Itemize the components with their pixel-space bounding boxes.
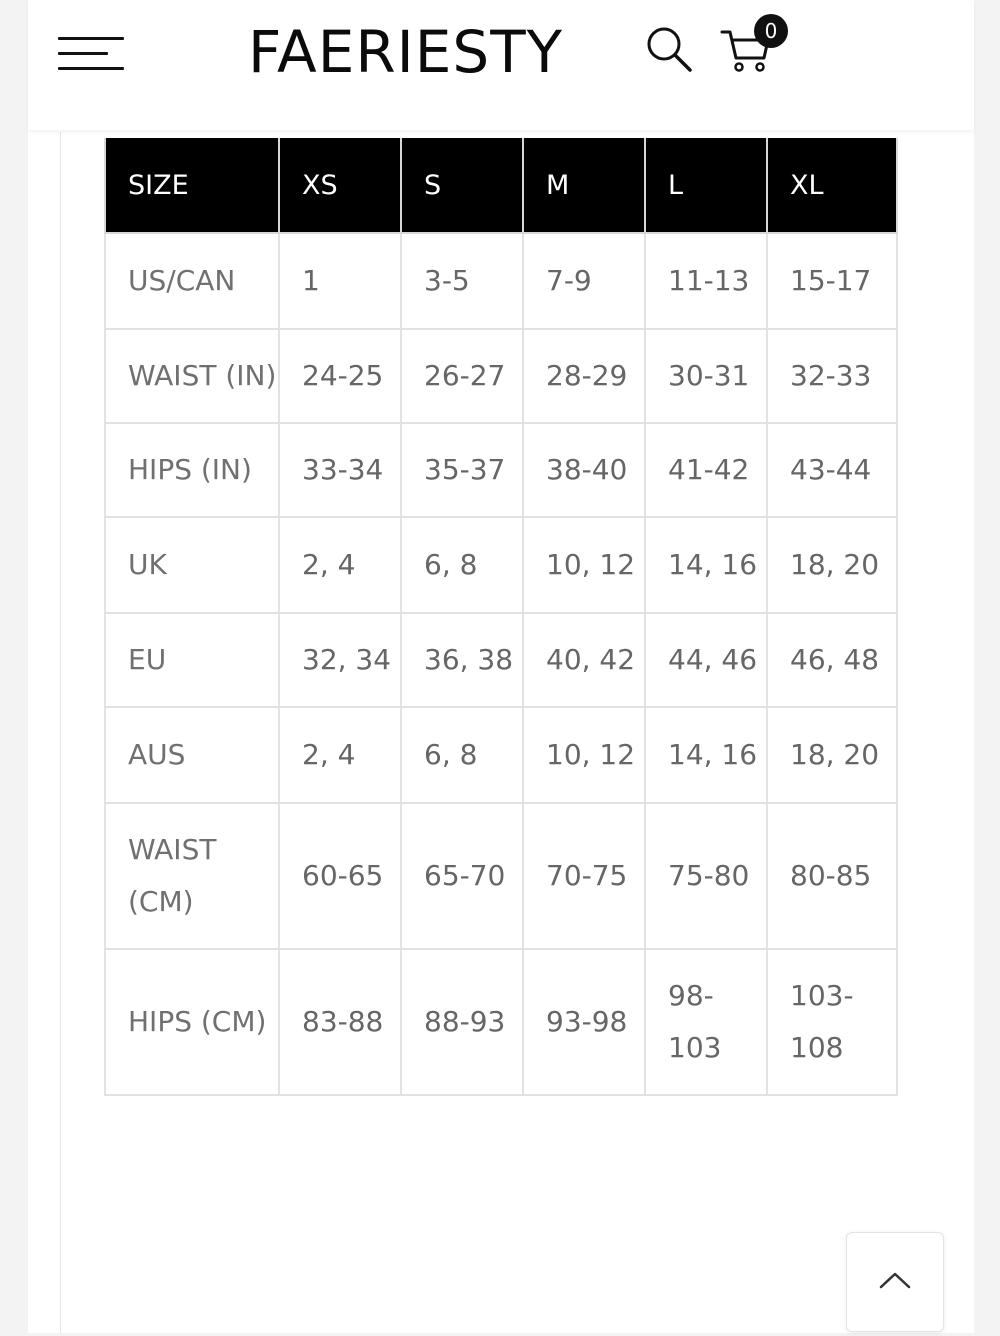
- table-cell: 46, 48: [767, 613, 897, 707]
- table-cell: 35-37: [401, 423, 523, 517]
- table-row: [105, 517, 897, 613]
- table-cell: 14, 16: [645, 517, 767, 613]
- table-cell: 10, 12: [523, 707, 645, 803]
- table-row: [105, 233, 897, 329]
- table-cell: 40, 42: [523, 613, 645, 707]
- table-row: [105, 613, 897, 707]
- table-cell: 10, 12: [523, 517, 645, 613]
- table-cell: 32, 34: [279, 613, 401, 707]
- table-cell: 18, 20: [767, 517, 897, 613]
- table-cell: 14, 16: [645, 707, 767, 803]
- table-cell: 6, 8: [401, 517, 523, 613]
- size-chart-table: [104, 138, 898, 1096]
- header-cell: SIZE: [105, 138, 279, 233]
- header-cell: M: [523, 138, 645, 233]
- table-cell: 11-13: [645, 233, 767, 329]
- table-cell: 2, 4: [279, 707, 401, 803]
- row-label: US/CAN: [105, 233, 279, 329]
- row-label: UK: [105, 517, 279, 613]
- table-cell: 83-88: [279, 949, 401, 1095]
- size-chart-container: [104, 138, 896, 1096]
- site-logo[interactable]: FAERIESTY: [248, 18, 564, 86]
- table-cell: 60-65: [279, 803, 401, 949]
- table-cell: 98-103: [645, 949, 767, 1095]
- header-cell: S: [401, 138, 523, 233]
- row-label: HIPS (IN): [105, 423, 279, 517]
- header-cell: L: [645, 138, 767, 233]
- row-label: HIPS (CM): [105, 949, 279, 1095]
- table-cell: 70-75: [523, 803, 645, 949]
- size-chart-header-row: [105, 138, 897, 233]
- table-cell: 43-44: [767, 423, 897, 517]
- site-header: [28, 0, 974, 130]
- shopping-cart-button[interactable]: [718, 20, 798, 76]
- table-cell: 44, 46: [645, 613, 767, 707]
- row-label: WAIST (IN): [105, 329, 279, 423]
- header-cell: XS: [279, 138, 401, 233]
- table-cell: 103-108: [767, 949, 897, 1095]
- table-cell: 3-5: [401, 233, 523, 329]
- scroll-to-top-button[interactable]: [846, 1232, 944, 1332]
- table-cell: 75-80: [645, 803, 767, 949]
- search-icon-graphic: [644, 24, 694, 74]
- table-cell: 24-25: [279, 329, 401, 423]
- row-label: WAIST (CM): [105, 803, 279, 949]
- table-cell: 80-85: [767, 803, 897, 949]
- table-cell: 30-31: [645, 329, 767, 423]
- table-cell: 26-27: [401, 329, 523, 423]
- row-label: AUS: [105, 707, 279, 803]
- table-cell: 7-9: [523, 233, 645, 329]
- table-cell: 65-70: [401, 803, 523, 949]
- cart-count-badge: 0: [754, 14, 788, 48]
- table-row: [105, 423, 897, 517]
- content-edge-line: [60, 132, 61, 1333]
- table-cell: 18, 20: [767, 707, 897, 803]
- table-row: [105, 949, 897, 1095]
- table-cell: 41-42: [645, 423, 767, 517]
- table-cell: 15-17: [767, 233, 897, 329]
- table-row: [105, 803, 897, 949]
- table-row: [105, 707, 897, 803]
- search-icon[interactable]: [644, 24, 694, 74]
- header-cell: XL: [767, 138, 897, 233]
- table-cell: 2, 4: [279, 517, 401, 613]
- table-cell: 1: [279, 233, 401, 329]
- hamburger-menu-icon[interactable]: [58, 34, 124, 74]
- table-cell: 38-40: [523, 423, 645, 517]
- table-row: [105, 329, 897, 423]
- table-cell: 93-98: [523, 949, 645, 1095]
- table-cell: 6, 8: [401, 707, 523, 803]
- table-cell: 32-33: [767, 329, 897, 423]
- chevron-up-icon: [847, 1233, 943, 1331]
- table-cell: 28-29: [523, 329, 645, 423]
- menu-line: [58, 52, 108, 55]
- menu-line: [58, 37, 124, 40]
- row-label: EU: [105, 613, 279, 707]
- menu-line: [58, 67, 124, 70]
- table-cell: 36, 38: [401, 613, 523, 707]
- table-cell: 33-34: [279, 423, 401, 517]
- table-cell: 88-93: [401, 949, 523, 1095]
